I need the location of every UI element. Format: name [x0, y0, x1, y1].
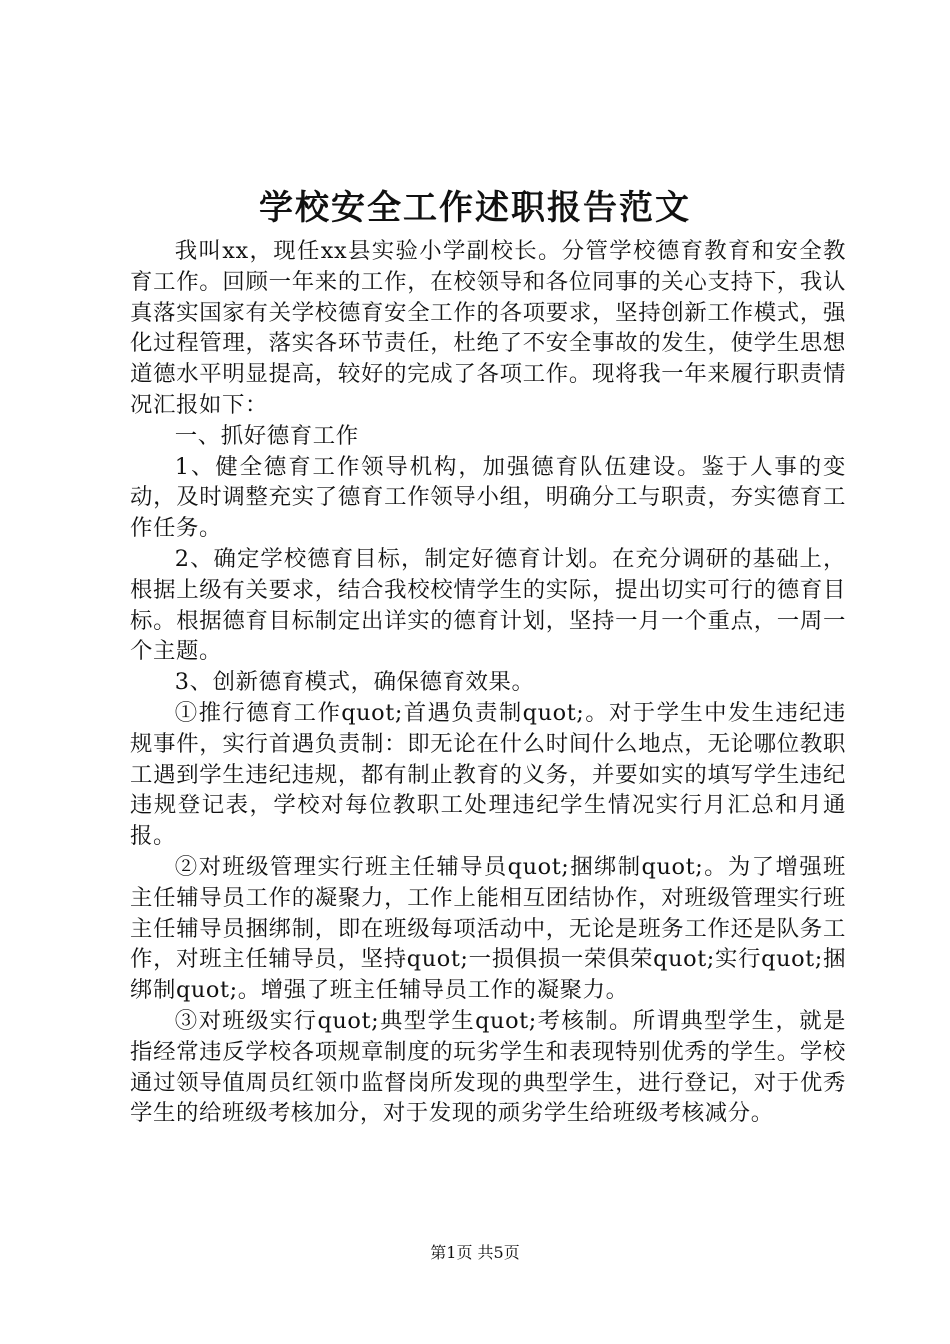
- document-title: 学校安全工作述职报告范文: [259, 188, 691, 228]
- section-heading-moral-education: 一、抓好德育工作: [174, 422, 359, 449]
- paragraph-intro: 我叫xx，现任xx县实验小学副校长。分管学校德育教育和安全教育工作。回顾一年来的工作，在校领导和各位同事的关心支持下，我认真落实国家有关学校德育安全工作的各项要求，坚持创新工作模式，强化过程管理，落实各环节责任，杜绝了不安全事故的发生，使学生思想道德水平明显提高，较好的完成了各项工作。现将我一年来履行职责情况汇报如下：: [130, 238, 846, 418]
- paragraph-item-2: 2、确定学校德育目标，制定好德育计划。在充分调研的基础上，根据上级有关要求，结合我校校情学生的实际，提出切实可行的德育目标。根据德育目标制定出详实的德育计划，坚持一月一个重点，一周一个主题。: [130, 545, 846, 665]
- paragraph-subitem-3: ③对班级实行quot;典型学生quot;考核制。所谓典型学生，就是指经常违反学校各项规章制度的玩劣学生和表现特别优秀的学生。学校通过领导值周员红领巾监督岗所发现的典型学生，进行登记，对于优秀学生的给班级考核加分，对于发现的顽劣学生给班级考核减分。: [130, 1007, 846, 1127]
- paragraph-item-3: 3、创新德育模式，确保德育效果。: [174, 669, 535, 696]
- page-footer: 第1页 共5页: [430, 1243, 520, 1262]
- paragraph-subitem-1: ①推行德育工作quot;首遇负责制quot;。对于学生中发生违纪违规事件，实行首遇负责制：即无论在什么时间什么地点，无论哪位教职工遇到学生违纪违规，都有制止教育的义务，并要如实的填写学生违纪违规登记表，学校对每位教职工处理违纪学生情况实行月汇总和月通报。: [130, 699, 846, 850]
- document-body: [130, 236, 846, 1129]
- paragraph-item-1: 1、健全德育工作领导机构，加强德育队伍建设。鉴于人事的变动，及时调整充实了德育工作领导小组，明确分工与职责，夯实德育工作任务。: [130, 453, 846, 542]
- paragraph-subitem-2: ②对班级管理实行班主任辅导员quot;捆绑制quot;。为了增强班主任辅导员工作的凝聚力，工作上能相互团结协作，对班级管理实行班主任辅导员捆绑制，即在班级每项活动中，无论是班务工作还是队务工作，对班主任辅导员，坚持quot;一损俱损一荣俱荣quot;实行quot;捆绑制quot;。增强了班主任辅导员工作的凝聚力。: [130, 853, 846, 1004]
